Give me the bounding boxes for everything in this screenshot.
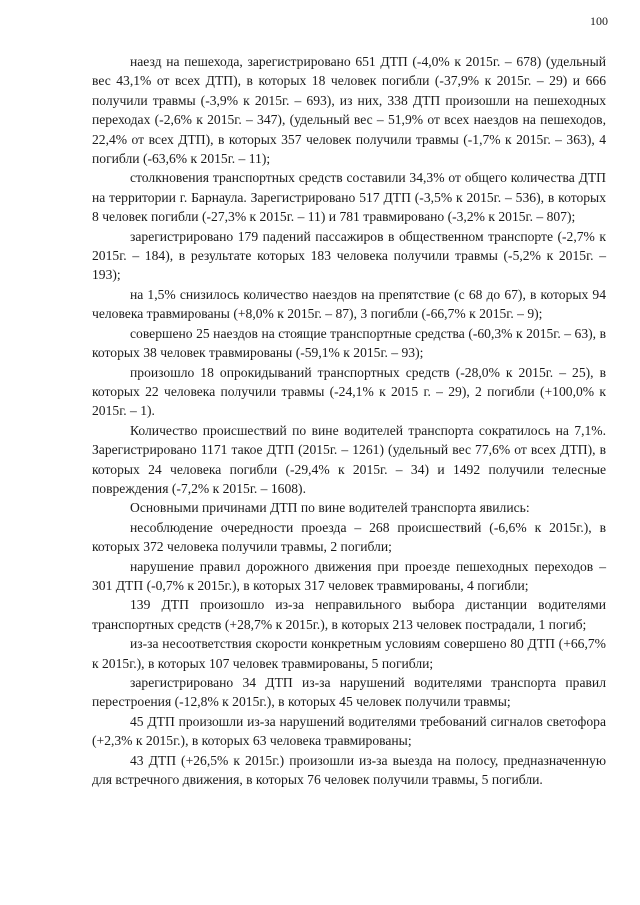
paragraph: несоблюдение очередности проезда – 268 происшествий (-6,6% к 2015г.), в которых 372 человека получили травмы, 2 погибли; — [92, 519, 606, 555]
paragraph: зарегистрировано 179 падений пассажиров в общественном транспорте (-2,7% к 2015г. – 184), в результате которых 183 человека получили травмы (-5,2% к 2015г. – 193); — [92, 228, 606, 283]
paragraph: нарушение правил дорожного движения при проезде пешеходных переходов – 301 ДТП (-0,7% к 2015г.), в которых 317 человек травмированы, 4 погибли; — [92, 558, 606, 593]
paragraph: совершено 25 наездов на стоящие транспортные средства (-60,3% к 2015г. – 63), в которых 38 человек травмированы (-59,1% к 2015г. – 93); — [92, 325, 606, 361]
body-text — [92, 52, 606, 789]
paragraph: на 1,5% снизилось количество наездов на препятствие (с 68 до 67), в которых 94 человека травмированы (+8,0% к 2015г. – 87), 3 погибли (-66,7% к 2015г. – 9); — [92, 286, 606, 322]
paragraph: наезд на пешехода, зарегистрировано 651 ДТП (-4,0% к 2015г. – 678) (удельный вес 43,1% от всех ДТП), в которых 18 человек погибли (-37,9% к 2015г. – 29) и 666 получили травмы (-3,9% к 2015г. – 693), из них, 338 ДТП произошли на пешеходных переходах (-2,6% к 2015г. – 347), (удельный вес – 51,9% от всех наездов на пешеходов, 22,4% от всех ДТП), в которых 357 человек получили травмы (-1,7% к 2015г. – 363), 4 погибли (-63,6% к 2015г. – 11); — [92, 54, 606, 167]
paragraph: Основными причинами ДТП по вине водителей транспорта явились: — [130, 500, 530, 516]
paragraph: 45 ДТП произошли из-за нарушений водителями требований сигналов светофора (+2,3% к 2015г.), в которых 63 человека травмированы; — [92, 713, 606, 749]
page-number: 100 — [590, 14, 608, 28]
paragraph: столкновения транспортных средств составили 34,3% от общего количества ДТП на территории г. Барнаула. Зарегистрировано 517 ДТП (-3,5% к 2015г. – 536), в которых 8 человек погибли (-27,3% к 2015г. – 11) и 781 травмировано (-3,2% к 2015г. – 807); — [92, 170, 606, 225]
paragraph: произошло 18 опрокидываний транспортных средств (-28,0% к 2015г. – 25), в которых 22 человека получили травмы (-24,1% к 2015 г. – 29), 2 погибли (+100,0% к 2015г. – 1). — [92, 364, 606, 419]
paragraph: 43 ДТП (+26,5% к 2015г.) произошли из-за выезда на полосу, предназначенную для встречного движения, в которых 76 человек получили травмы, 5 погибли. — [92, 752, 606, 788]
paragraph: зарегистрировано 34 ДТП из-за нарушений водителями транспорта правил перестроения (-12,8% к 2015г.), в которых 45 человек получили травмы; — [92, 675, 606, 710]
paragraph: из-за несоответствия скорости конкретным условиям совершено 80 ДТП (+66,7% к 2015г.), в которых 107 человек травмированы, 5 погибли; — [92, 636, 606, 671]
paragraph: Количество происшествий по вине водителей транспорта сократилось на 7,1%. Зарегистрировано 1171 такое ДТП (2015г. – 1261) (удельный вес 77,6% от всех ДТП), в которых 24 человека погибли (-29,4% к 2015г. – 34) и 1492 получили телесные повреждения (-7,2% к 2015г. – 1608). — [92, 422, 606, 496]
paragraph: 139 ДТП произошло из-за неправильного выбора дистанции водителями транспортных средств (+28,7% к 2015г.), в которых 213 человек пострадали, 1 погиб; — [92, 597, 606, 632]
